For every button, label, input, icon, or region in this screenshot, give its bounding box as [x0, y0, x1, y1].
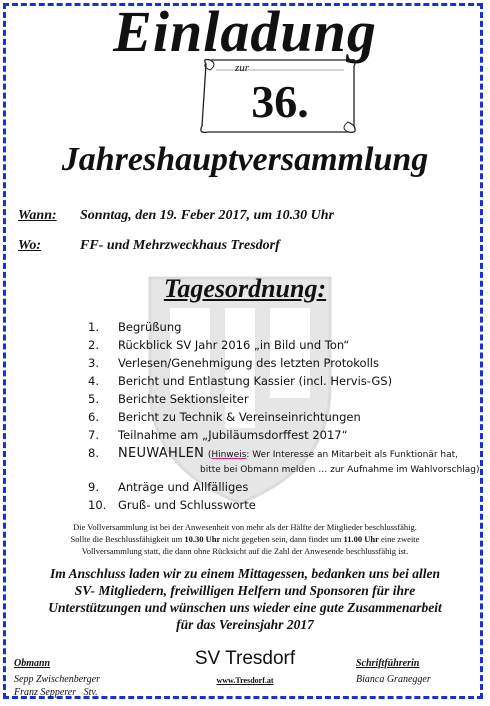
agenda-item-text: Rückblick SV Jahr 2016 „in Bild und Ton“ — [118, 338, 350, 352]
secretary-label: Schriftführerin — [356, 658, 420, 669]
quorum-line-2 — [20, 533, 470, 545]
agenda-item-number: 8. — [88, 446, 99, 460]
quorum-notice — [20, 521, 470, 557]
closing-line-1: Im Anschluss laden wir zu einem Mittagessen, bedanken uns bei allen — [50, 566, 440, 581]
closing-line-4: für das Vereinsjahr 2017 — [176, 617, 314, 632]
club-name: SV Tresdorf — [194, 648, 296, 669]
hint-label: Hinweis — [211, 450, 247, 460]
club-url-link[interactable]: www.Tresdorf.at — [216, 676, 274, 685]
where-value: FF- und Mehrzweckhaus Tresdorf — [80, 238, 280, 253]
zur-label: zur — [234, 62, 250, 74]
agenda-item-number: 6. — [88, 410, 99, 424]
obmann-deputy-name: Franz Sepperer Stv. — [14, 687, 98, 698]
where-label: Wo: — [18, 238, 42, 253]
hint-open: ( — [207, 450, 212, 460]
quorum-time-2: 11.00 Uhr — [343, 534, 379, 544]
agenda-item-neuwahlen: NEUWAHLEN — [118, 446, 205, 461]
agenda-item-text: Teilnahme am „Jubiläumsdorffest 2017“ — [118, 428, 348, 442]
agenda-item-number: 2. — [88, 338, 99, 352]
agenda-item-number: 4. — [88, 374, 99, 388]
closing-line-3: Unterstützungen und wünschen uns wieder eine gute Zusammenarbeit — [48, 600, 442, 615]
page-title: Einladung — [113, 0, 377, 64]
agenda-item-number: 1. — [88, 320, 99, 334]
hint-text: : Wer Interesse an Mitarbeit als Funktionär hat, — [246, 450, 459, 460]
closing-line-2: SV- Mitgliedern, freiwilligen Helfern und Sponsoren für ihre — [74, 583, 416, 598]
obmann-label: Obmann — [14, 658, 51, 669]
agenda-item-text: Begrüßung — [118, 320, 182, 334]
agenda-item-text: Gruß- und Schlussworte — [118, 498, 256, 512]
agenda-heading-text: Tagesordnung — [163, 274, 318, 303]
agenda-item-text: Berichte Sektionsleiter — [118, 392, 249, 406]
closing-paragraph — [14, 565, 476, 633]
secretary-name: Bianca Granegger — [356, 674, 431, 685]
when-label: Wann: — [18, 208, 57, 223]
meeting-number: 36. — [251, 76, 309, 127]
agenda-item-text: Verlesen/Genehmigung des letzten Protokolls — [118, 356, 379, 370]
agenda-item-text: Anträge und Allfälliges — [118, 480, 249, 494]
agenda-item-number: 7. — [88, 428, 99, 442]
quorum-line-3: Vollversammlung statt, die dann ohne Rücksicht auf die Zahl der Anwesende beschlussfähig ist. — [81, 546, 409, 556]
agenda-item-number: 3. — [88, 356, 99, 370]
quorum-line-1: Die Vollversammlung ist bei der Anwesenheit von mehr als der Hälfte der Mitglieder beschlussfähig. — [73, 522, 417, 532]
quorum-time-1: 10.30 Uhr — [184, 534, 221, 544]
agenda-item-number: 5. — [88, 392, 99, 406]
agenda-heading — [0, 274, 490, 304]
page-subtitle: Jahreshauptversammlung — [61, 141, 429, 178]
agenda-item-number: 10. — [88, 498, 107, 512]
agenda-item-number: 9. — [88, 480, 99, 494]
quorum-line-2a: Sollte die Beschlussfähigkeit um — [70, 534, 185, 544]
agenda-item-text: Bericht und Entlastung Kassier (incl. Hervis-GS) — [118, 374, 393, 388]
obmann-name: Sepp Zwischenberger — [14, 674, 101, 685]
quorum-line-2e: eine zweite — [378, 534, 420, 544]
when-value: Sonntag, den 19. Feber 2017, um 10.30 Uhr — [80, 208, 334, 223]
hint-text-continued: bitte bei Obmann melden … zur Aufnahme im Wahlvorschlag) — [200, 465, 480, 475]
quorum-line-2c: nicht gegeben sein, dann findet um — [220, 534, 344, 544]
agenda-item-text: Bericht zu Technik & Vereinseinrichtungen — [118, 410, 361, 424]
agenda-heading-colon: : — [317, 274, 327, 303]
